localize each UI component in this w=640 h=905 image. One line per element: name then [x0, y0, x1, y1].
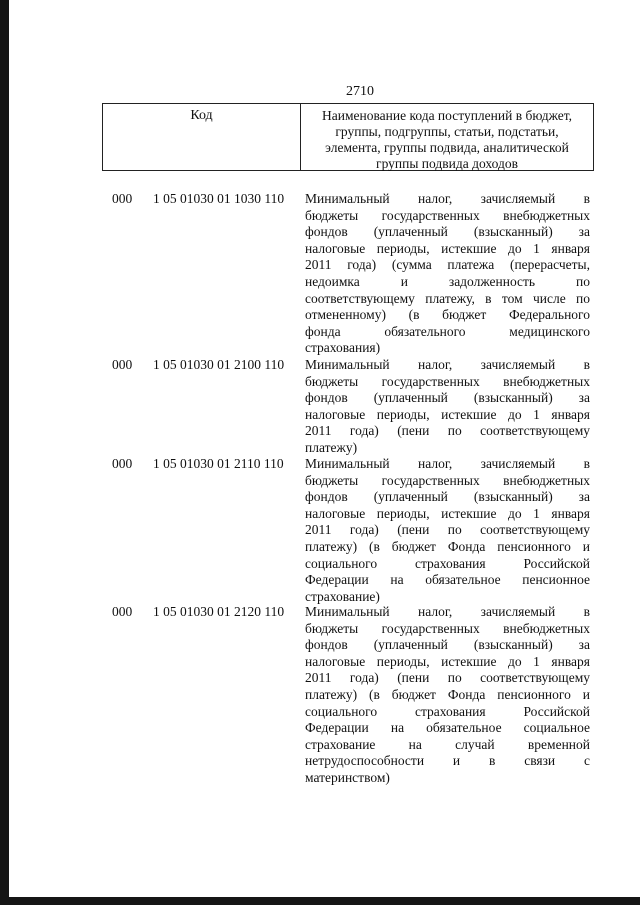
header-code-cell: Код	[103, 104, 301, 170]
description-line: бюджеты государственных внебюджетных	[305, 207, 590, 223]
description-line: 2011 года) (пени по соответствующему	[305, 670, 590, 686]
row-description	[305, 191, 590, 357]
scan-edge-bottom	[0, 897, 640, 905]
description-line: страхования)	[305, 340, 381, 356]
description-line: налоговые периоды, истекшие до 1 января	[305, 653, 590, 669]
description-line: налоговые периоды, истекшие до 1 января	[305, 505, 590, 521]
header-name-cell	[301, 104, 593, 170]
admin-code: 000	[112, 456, 133, 471]
description-line: фондов (уплаченный (взысканный) за	[305, 390, 590, 406]
description-line: социального страхования Российской	[305, 555, 590, 571]
description-line: бюджеты государственных внебюджетных	[305, 373, 590, 389]
scan-edge-left	[0, 0, 9, 905]
description-line: страхование)	[305, 588, 380, 604]
description-line: платежу) (в бюджет Фонда пенсионного и	[305, 686, 590, 702]
description-line: социального страхования Российской	[305, 703, 590, 719]
description-line: налоговые периоды, истекшие до 1 января	[305, 240, 590, 256]
description-line: платежу)	[305, 439, 358, 455]
description-line: фондов (уплаченный (взысканный) за	[305, 637, 590, 653]
page-number: 2710	[346, 84, 374, 99]
row-description	[305, 357, 590, 457]
description-line: недоимка и задолженность по	[305, 273, 590, 289]
description-line: нетрудоспособности и в связи с	[305, 753, 590, 769]
description-line: Федерации на обязательное пенсионное	[305, 572, 590, 588]
description-line: страхование на случай временной	[305, 736, 590, 752]
description-line: фондов (уплаченный (взысканный) за	[305, 224, 590, 240]
budget-code: 1 05 01030 01 1030 110	[153, 191, 285, 206]
budget-code: 1 05 01030 01 2120 110	[153, 604, 285, 619]
description-line: Минимальный налог, зачисляемый в	[305, 456, 590, 471]
budget-code: 1 05 01030 01 2100 110	[153, 357, 285, 372]
description-line: платежу) (в бюджет Фонда пенсионного и	[305, 538, 590, 554]
description-line: налоговые периоды, истекшие до 1 января	[305, 406, 590, 422]
description-line: материнством)	[305, 769, 390, 785]
description-line: бюджеты государственных внебюджетных	[305, 472, 590, 488]
header-name-line: группы подвида доходов	[376, 156, 518, 171]
budget-code: 1 05 01030 01 2110 110	[153, 456, 284, 471]
admin-code: 000	[112, 357, 133, 372]
row-description	[305, 456, 590, 605]
admin-code: 000	[112, 604, 133, 619]
description-line: Минимальный налог, зачисляемый в	[305, 191, 590, 206]
description-line: отмененному) (в бюджет Федерального	[305, 307, 590, 323]
description-line: Минимальный налог, зачисляемый в	[305, 357, 590, 372]
header-name-line: Наименование кода поступлений в бюджет,	[321, 108, 572, 123]
description-line: 2011 года) (пени по соответствующему	[305, 423, 590, 439]
description-line: бюджеты государственных внебюджетных	[305, 620, 590, 636]
description-line: соответствующему платежу, в том числе по	[305, 290, 590, 306]
description-line: Минимальный налог, зачисляемый в	[305, 604, 590, 619]
description-line: Федерации на обязательное социальное	[305, 720, 590, 736]
table-header	[102, 103, 594, 171]
header-name-line: элемента, группы подвида, аналитической	[325, 140, 569, 155]
description-line: 2011 года) (пени по соответствующему	[305, 522, 590, 538]
description-line: фонда обязательного медицинского	[305, 323, 590, 339]
row-description	[305, 604, 590, 787]
header-name-line: группы, подгруппы, статьи, подстатьи,	[335, 124, 559, 139]
description-line: 2011 года) (сумма платежа (перерасчеты,	[305, 257, 590, 273]
description-line: фондов (уплаченный (взысканный) за	[305, 489, 590, 505]
admin-code: 000	[112, 191, 133, 206]
